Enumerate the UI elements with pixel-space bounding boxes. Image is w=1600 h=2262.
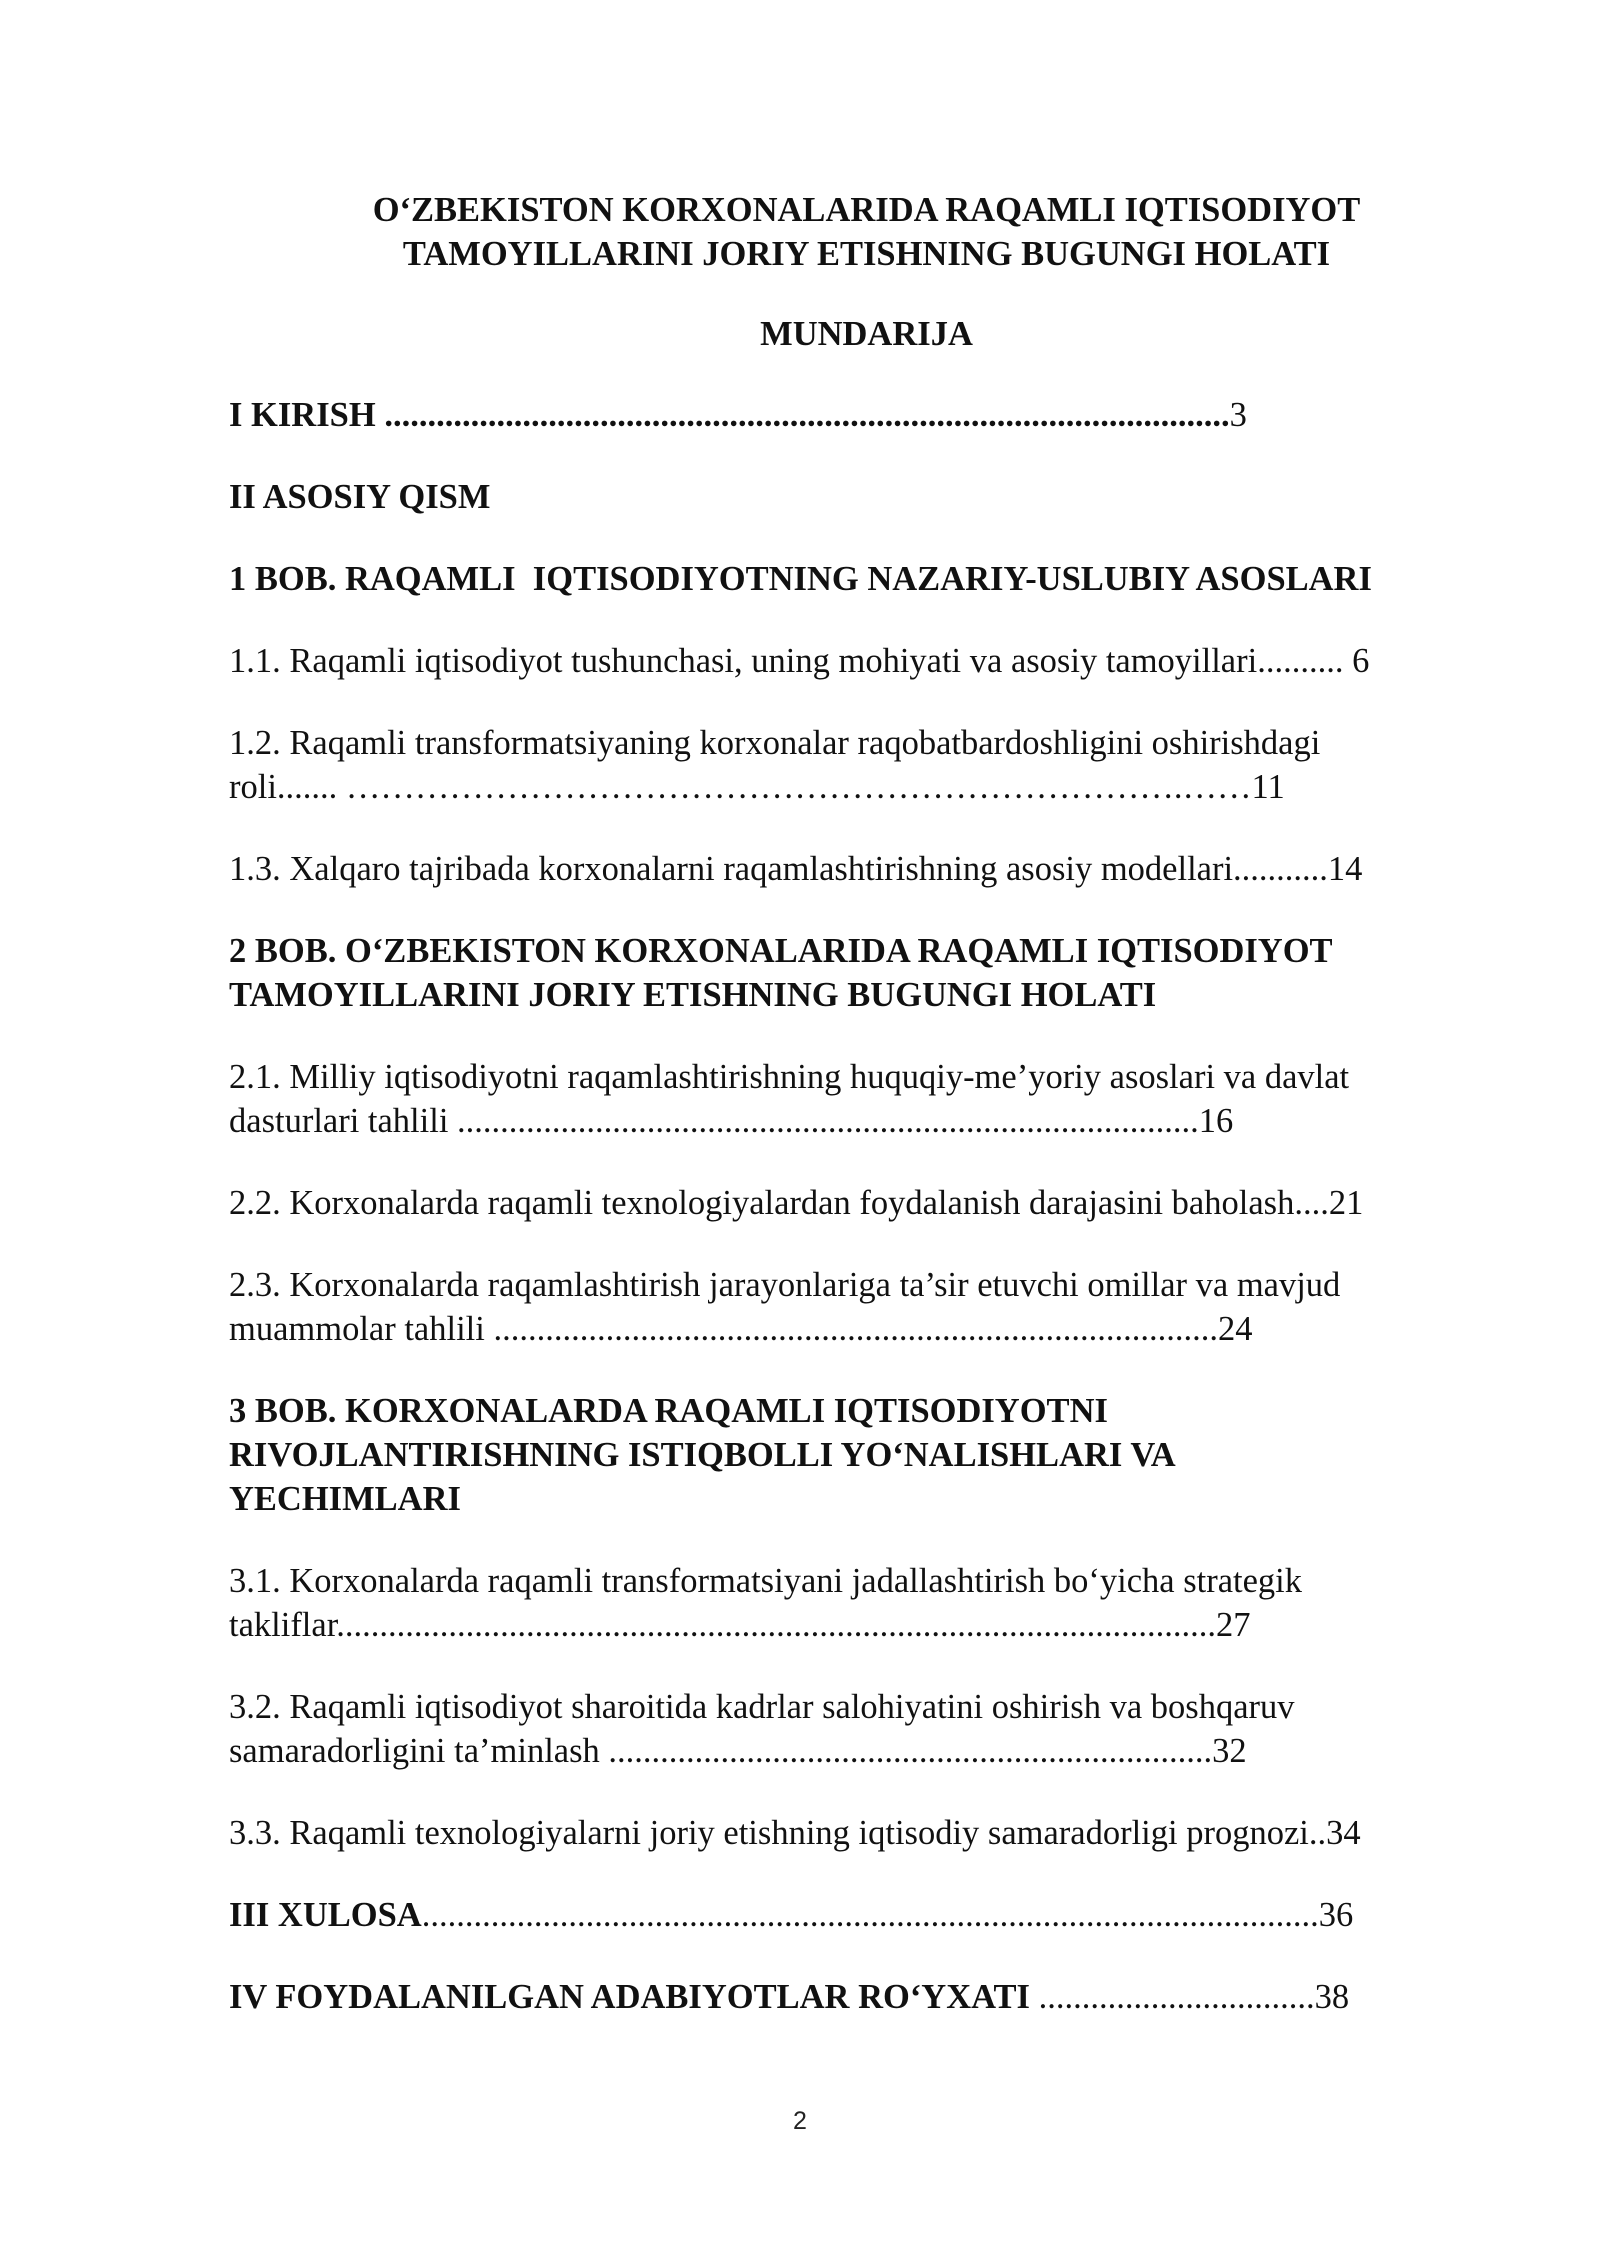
toc-entry-1-1-label: 1.1. Raqamli iqtisodiyot tushunchasi, uning mohiyati va asosiy tamoyillari.......... 6 bbox=[229, 642, 1370, 680]
toc-heading: MUNDARIJA bbox=[760, 315, 973, 353]
toc-entry-adabiyotlar-label: IV FOYDALANILGAN ADABIYOTLAR RO‘YXATI bbox=[229, 1978, 1039, 2016]
toc-entry-2-2 bbox=[229, 1181, 1484, 1225]
toc-entry-bob-3-line-1: 3 BOB. KORXONALARDA RAQAMLI IQTISODIYOTNI bbox=[229, 1392, 1108, 1430]
toc-entry-3-3-label: 3.3. Raqamli texnologiyalarni joriy etishning iqtisodiy samaradorligi prognozi..34 bbox=[229, 1814, 1361, 1852]
toc-entry-adabiyotlar bbox=[229, 1975, 1484, 2019]
toc-entry-2-2-label: 2.2. Korxonalarda raqamli texnologiyalardan foydalanish darajasini baholash....21 bbox=[229, 1184, 1364, 1222]
toc-entry-3-1-line-1: 3.1. Korxonalarda raqamli transformatsiyani jadallashtirish bo‘yicha strategik bbox=[229, 1562, 1303, 1600]
toc-entry-1-2 bbox=[229, 721, 1484, 809]
toc-entry-2-3-line-1: 2.3. Korxonalarda raqamlashtirish jarayonlariga ta’sir etuvchi omillar va mavjud bbox=[229, 1266, 1341, 1304]
toc-entry-kirish-leader: .................................................................................................. bbox=[384, 396, 1230, 434]
toc-entry-xulosa-leader: ........................................................................................................ bbox=[421, 1896, 1319, 1934]
toc-entry-3-1-line-2: takliflar......................................................................................................27 bbox=[229, 1606, 1251, 1644]
toc-entry-3-2-line-2: samaradorligini ta’minlash ......................................................................32 bbox=[229, 1732, 1247, 1770]
toc-entry-3-2 bbox=[229, 1685, 1484, 1773]
toc-entry-2-1 bbox=[229, 1055, 1484, 1143]
toc-entry-kirish-label: I KIRISH bbox=[229, 396, 385, 434]
toc-entry-3-1 bbox=[229, 1559, 1484, 1647]
toc-entry-bob-1 bbox=[229, 557, 1484, 601]
toc-entry-1-3 bbox=[229, 847, 1484, 891]
toc-entry-kirish bbox=[229, 393, 1484, 437]
toc-entry-kirish-page: 3 bbox=[1229, 396, 1247, 434]
toc-entry-adabiyotlar-page: 38 bbox=[1314, 1978, 1350, 2016]
toc-entry-bob-3 bbox=[229, 1389, 1484, 1521]
toc-entry-bob-2 bbox=[229, 929, 1484, 1017]
toc-entry-1-2-line-1: 1.2. Raqamli transformatsiyaning korxonalar raqobatbardoshligini oshirishdagi bbox=[229, 724, 1321, 762]
toc-entry-2-3-line-2: muammolar tahlili ....................................................................................24 bbox=[229, 1310, 1253, 1348]
document-title-line-2: TAMOYILLARINI JORIY ETISHNING BUGUNGI HOLATI bbox=[402, 235, 1331, 273]
toc-entry-bob-3-line-3: YECHIMLARI bbox=[229, 1480, 461, 1518]
toc-entry-1-1 bbox=[229, 639, 1484, 683]
document-title-line-1: O‘ZBEKISTON KORXONALARIDA RAQAMLI IQTISODIYOT bbox=[372, 191, 1361, 229]
toc-entry-3-3 bbox=[229, 1811, 1484, 1855]
toc-entry-bob-3-line-2: RIVOJLANTIRISHNING ISTIQBOLLI YO‘NALISHLARI VA bbox=[229, 1436, 1176, 1474]
toc-entry-bob-2-line-1: 2 BOB. O‘ZBEKISTON KORXONALARIDA RAQAMLI IQTISODIYOT bbox=[229, 932, 1333, 970]
toc-entry-xulosa-label: III XULOSA bbox=[229, 1896, 422, 1934]
toc-entry-asosiy-qism-label: II ASOSIY QISM bbox=[229, 478, 491, 516]
toc-entry-asosiy-qism bbox=[229, 475, 1484, 519]
document-title bbox=[229, 188, 1484, 276]
toc-entry-2-1-line-2: dasturlari tahlili ......................................................................................16 bbox=[229, 1102, 1234, 1140]
toc-entry-bob-2-line-2: TAMOYILLARINI JORIY ETISHNING BUGUNGI HOLATI bbox=[229, 976, 1157, 1014]
toc-entry-1-2-line-2: roli....... ……………………………………………………………….……11 bbox=[229, 768, 1285, 806]
toc-entry-3-2-line-1: 3.2. Raqamli iqtisodiyot sharoitida kadrlar salohiyatini oshirish va boshqaruv bbox=[229, 1688, 1295, 1726]
toc-entry-xulosa-page: 36 bbox=[1318, 1896, 1354, 1934]
toc-entry-xulosa bbox=[229, 1893, 1484, 1937]
page-content bbox=[229, 188, 1484, 2057]
toc-entry-2-1-line-1: 2.1. Milliy iqtisodiyotni raqamlashtirishning huquqiy-me’yoriy asoslari va davlat bbox=[229, 1058, 1350, 1096]
page-number: 2 bbox=[793, 2107, 807, 2135]
toc-entry-adabiyotlar-leader: ................................ bbox=[1038, 1978, 1315, 2016]
table-of-contents bbox=[229, 393, 1484, 2019]
toc-entry-2-3 bbox=[229, 1263, 1484, 1351]
toc-entry-bob-1-label: 1 BOB. RAQAMLI IQTISODIYOTNING NAZARIY-USLUBIY ASOSLARI bbox=[229, 560, 1372, 598]
toc-entry-1-3-label: 1.3. Xalqaro tajribada korxonalarni raqamlashtirishning asosiy modellari...........14 bbox=[229, 850, 1363, 888]
